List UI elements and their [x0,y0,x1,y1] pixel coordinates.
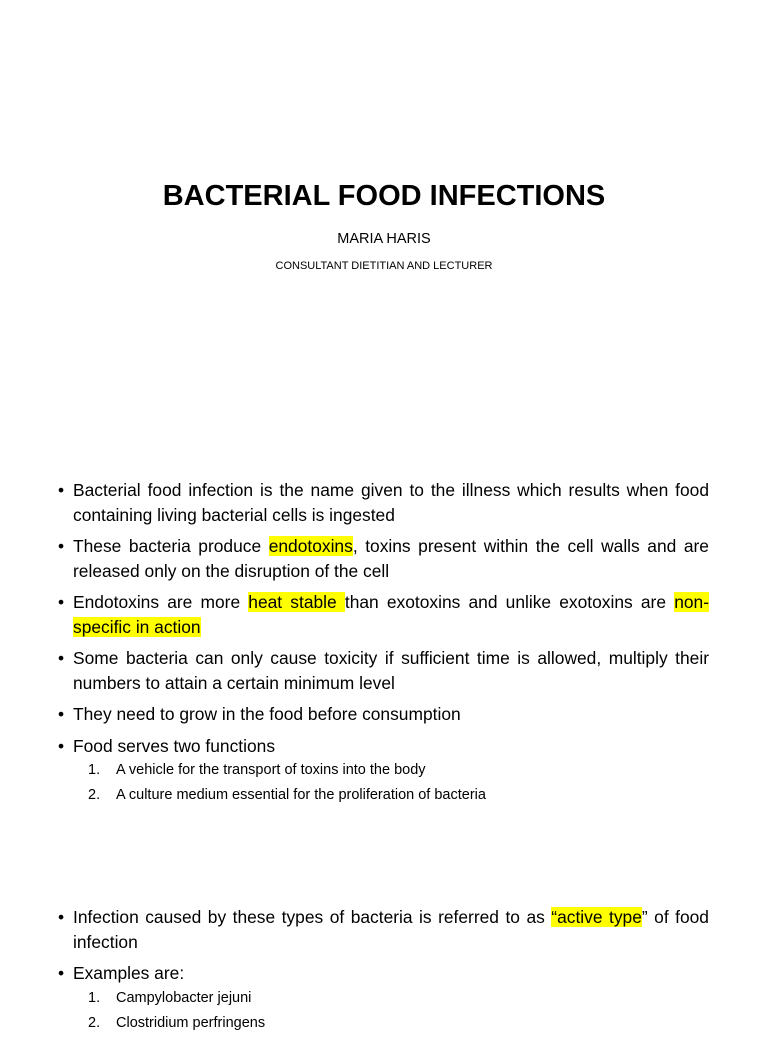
bullet-item [58,961,709,986]
numbered-sublist [58,758,709,808]
bullet-list [58,478,709,815]
author-name: MARIA HARIS [337,231,431,247]
bullet-text: Infection caused by these types of bacteria is referred to as [73,907,552,927]
highlighted-text: non-specific in action [73,592,709,637]
bullet-text: Some bacteria can only cause toxicity if sufficient time is allowed, multiply their numbers to attain a certain minimum level [73,648,709,693]
bullet-item [58,702,709,727]
bullet-text: These bacteria produce [73,536,269,556]
bullet-item [58,478,709,527]
sublist-text: Campylobacter jejuni [116,989,252,1006]
sublist-item [58,783,709,808]
bullet-text: than exotoxins and unlike exotoxins are [344,592,675,612]
bullet-item [58,590,709,639]
sublist-text: A vehicle for the transport of toxins into the body [116,762,426,778]
bullet-item [58,905,709,954]
bullet-item [58,646,709,695]
title-slide [0,0,768,440]
bullet-item [58,734,709,759]
slide-title: BACTERIAL FOOD INFECTIONS [162,180,606,212]
bullet-text: Food serves two functions [73,735,276,756]
sublist-text: A culture medium essential for the proliferation of bacteria [116,787,486,803]
bullet-text: ” of food infection [73,907,709,952]
bullet-slide-2 [0,860,768,1031]
sublist-number: 1. [88,989,101,1006]
highlighted-text: endotoxins [268,536,353,556]
sublist-number: 2. [88,1014,101,1031]
bullet-text: Examples are: [73,963,185,983]
bullet-text: They need to grow in the food before consumption [73,704,461,724]
highlighted-text: heat stable [248,592,345,612]
sublist-item [58,758,709,783]
sublist-item [58,986,709,1011]
highlighted-text: “active type [551,907,642,927]
bullet-text: , toxins present within the cell walls and are released only on the disruption of the cell [73,536,709,581]
bullet-list [58,905,709,1043]
bullet-text: Bacterial food infection is the name given to the illness which results when food containing living bacterial cells is ingested [73,480,709,525]
sublist-item [58,1011,709,1036]
bullet-item [58,534,709,583]
author-role: CONSULTANT DIETITIAN AND LECTURER [275,260,493,272]
sublist-number: 2. [88,787,101,803]
bullet-slide-1 [0,440,768,860]
sublist-number: 1. [88,762,101,778]
numbered-sublist [58,986,709,1036]
sublist-text: Clostridium perfringens [116,1014,266,1031]
bullet-text: Endotoxins are more [73,592,249,612]
